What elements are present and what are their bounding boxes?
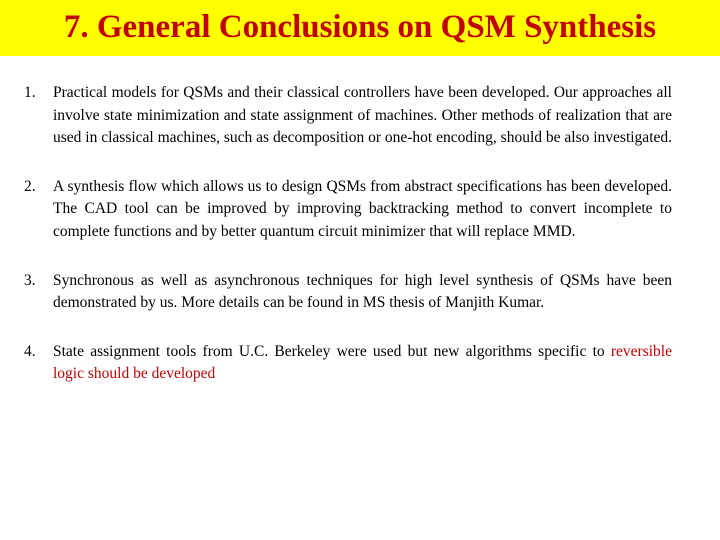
list-item [24,341,672,386]
slide-title: 7. General Conclusions on QSM Synthesis [63,9,657,45]
item-number: 1. [24,84,36,101]
item-number: 4. [24,342,36,360]
item-text: Synchronous as well as asynchronous techniques for high level synthesis of QSMs have been demonstrated by us. More details can be found in MS thesis of Manjith Kumar. [53,271,672,312]
item-number: 2. [24,177,36,195]
list-item [24,176,672,244]
list-item [24,82,672,150]
item-number: 3. [24,271,36,289]
item-text: State assignment tools from U.C. Berkeley were used but new algorithms specific to [53,342,605,360]
conclusions-list [24,82,672,386]
item-text: Practical models for QSMs and their classical controllers have been developed. Our approaches all involve state minimization and state assignment of machines. Other methods of realization that are used in classical machines, such as decomposition or one-hot encoding, should be also investigated. [53,84,673,147]
item-text: A synthesis flow which allows us to design QSMs from abstract specifications has been developed. The CAD tool can be improved by improving backtracking method to convert incomplete to complete functions and by better quantum circuit minimizer that will replace MMD. [53,177,672,240]
item-highlight-text: reversible logic should be developed [53,342,672,383]
list-item [24,270,672,315]
